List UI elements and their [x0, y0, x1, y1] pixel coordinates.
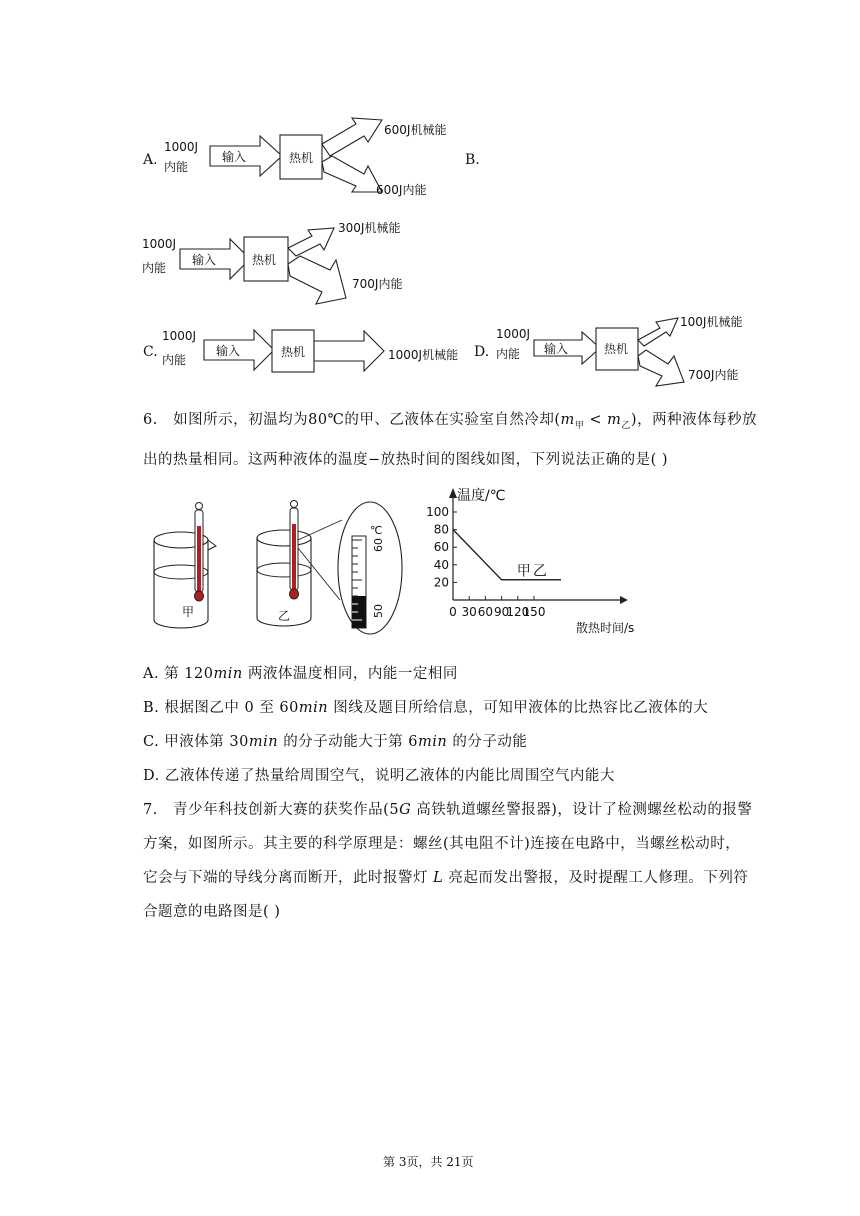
x-tick-label-0: 0 [449, 605, 457, 619]
series-label-jia: 甲 [516, 563, 531, 580]
q7-text-a: 青少年科技创新大赛的获奖作品(5 [173, 802, 400, 818]
beaker-1 [154, 532, 216, 628]
output-arrow-1 [638, 318, 678, 346]
q5-option-b-diagram [140, 212, 440, 308]
q7-text-b: 高铁轨道螺丝警报器)，设计了检测螺丝松动的报警 [411, 802, 753, 818]
option-math: min [298, 700, 329, 716]
option-letter: D. [143, 768, 160, 784]
q5-option-c-letter: C. [143, 344, 158, 360]
option-text-post: 的分子动能大于第 6 [278, 734, 419, 750]
output-arrow-1 [322, 118, 382, 156]
q5-option-a-letter: A. [143, 152, 158, 168]
output-arrow-2 [638, 350, 684, 386]
option-math-2: min [418, 734, 448, 750]
y-axis-label: 温度/℃ [457, 488, 506, 504]
q5-option-c-diagram [160, 322, 470, 378]
input-energy-label: 1000J [496, 327, 531, 341]
q5-option-a-diagram [160, 108, 480, 204]
option-math: min [248, 734, 279, 750]
input-energy-label: 1000J [164, 140, 199, 154]
mass-sub-1: 甲 [574, 420, 585, 431]
x-tick-label-1: 30 [461, 605, 477, 619]
thermometer-1 [195, 503, 204, 602]
q6-option-d[interactable] [143, 766, 615, 786]
magnified-thermometer [338, 502, 402, 634]
option-text-post: 两液体温度相同，内能一定相同 [242, 666, 458, 682]
mass-symbol-1: m [560, 412, 575, 428]
less-than: < [584, 412, 608, 428]
input-energy-label: 1000J [142, 237, 177, 251]
q7-line-4: 合题意的电路图是( ) [143, 904, 281, 920]
q6-stem-line-1 [143, 410, 757, 436]
mass-sub-2: 乙 [621, 420, 631, 431]
y-tick-label-1: 40 [433, 557, 449, 572]
input-arrow-label: 输入 [544, 342, 569, 356]
q6-beaker-figure [146, 496, 416, 646]
heat-engine-label: 热机 [289, 151, 314, 165]
q6-stem-text-a: 如图所示，初温均为80℃的甲、乙液体在实验室自然冷却( [173, 412, 561, 428]
q5-option-d-letter: D. [474, 344, 490, 360]
x-tick-label-5: 150 [522, 605, 546, 619]
page-footer: 第 3页，共 21页 [383, 1155, 474, 1169]
thermo-tick-50: 50 [372, 604, 385, 618]
x-axis-arrow [620, 596, 628, 604]
option-letter: B. [143, 700, 160, 716]
x-tick-label-4: 120 [506, 605, 530, 619]
input-arrow-label: 输入 [216, 344, 241, 358]
q7-number: 7. [143, 802, 158, 818]
input-energy-label: 1000J [162, 329, 197, 343]
output-arrow-1 [288, 228, 334, 256]
beaker-2-label: 乙 [278, 609, 291, 623]
y-tick-label-2: 60 [433, 540, 449, 555]
q7-line-2: 方案，如图所示。其主要的科学原理是：螺丝(其电阻不计)连接在电路中，当螺丝松动时， [143, 836, 741, 852]
q5-option-b-letter: B. [465, 152, 480, 168]
x-tick-label-3: 90 [493, 605, 510, 619]
output-1-label: 300J机械能 [338, 221, 401, 235]
thermo-tick-60: 60 [372, 538, 385, 552]
option-letter: A. [143, 666, 160, 682]
option-text-pre: 第 120 [164, 666, 214, 682]
input-type-label: 内能 [496, 347, 521, 361]
output-1-label: 100J机械能 [680, 315, 743, 329]
q6-number: 6. [143, 412, 158, 428]
temperature-time-chart [420, 480, 650, 640]
mass-symbol-2: m [607, 412, 622, 428]
beaker-2 [257, 530, 311, 626]
x-axis-label: 散热时间/s [576, 621, 635, 635]
option-text-pre: 根据图乙中 0 至 60 [164, 700, 299, 716]
q6-stem-text-b: )，两种液体每秒放 [630, 412, 758, 428]
output-2-label: 600J内能 [376, 183, 427, 197]
input-type-label: 内能 [142, 261, 167, 275]
x-tick-label-2: 60 [477, 605, 494, 619]
thermometer-2 [290, 501, 299, 600]
output-arrow-1 [314, 331, 384, 371]
option-math: min [213, 666, 243, 682]
q6-option-b[interactable] [143, 698, 708, 718]
series-label-yi: 乙 [532, 563, 547, 580]
input-type-label: 内能 [162, 353, 187, 367]
y-tick-label-3: 80 [433, 522, 449, 537]
output-arrow-2 [288, 256, 346, 304]
beaker-1-label: 甲 [182, 605, 195, 619]
input-arrow-label: 输入 [222, 150, 247, 164]
heat-engine-label: 热机 [281, 345, 306, 359]
option-letter: C. [143, 734, 160, 750]
heat-engine-label: 热机 [604, 342, 629, 356]
output-1-label: 1000J机械能 [388, 348, 459, 362]
output-1-label: 600J机械能 [384, 123, 447, 137]
q5-option-d-diagram [492, 308, 756, 390]
option-text-pre: 甲液体第 30 [164, 734, 249, 750]
q7-text-d: 亮起而发出警报，及时提醒工人修理。下列符 [443, 870, 749, 886]
q7-g-symbol: G [399, 802, 412, 818]
q6-option-c[interactable] [143, 732, 527, 752]
option-text-post: 图线及题目所给信息，可知甲液体的比热容比乙液体的大 [328, 700, 709, 716]
option-text-post-2: 的分子动能 [447, 734, 528, 750]
heat-engine-label: 热机 [252, 253, 277, 267]
output-2-label: 700J内能 [352, 277, 403, 291]
y-tick-label-0: 20 [433, 575, 449, 590]
option-text-pre: 乙液体传递了热量给周围空气，说明乙液体的内能比周围空气内能大 [164, 768, 615, 784]
q6-stem-line-2: 出的热量相同。这两种液体的温度−放热时间的图线如图，下列说法正确的是( ) [143, 452, 669, 468]
input-arrow-label: 输入 [192, 253, 217, 267]
y-axis-arrow [449, 488, 457, 498]
q7-line-3 [143, 868, 748, 888]
q7-text-c: 它会与下端的导线分离而断开，此时报警灯 [143, 870, 434, 886]
input-type-label: 内能 [164, 160, 189, 174]
output-2-label: 700J内能 [688, 368, 739, 382]
q7-l-symbol: L [433, 870, 444, 886]
y-tick-label-4: 100 [426, 505, 449, 519]
q7-line-1 [143, 800, 752, 820]
q6-option-a[interactable] [143, 664, 458, 684]
thermo-unit: ℃ [370, 524, 383, 537]
output-arrow-2 [322, 156, 382, 192]
